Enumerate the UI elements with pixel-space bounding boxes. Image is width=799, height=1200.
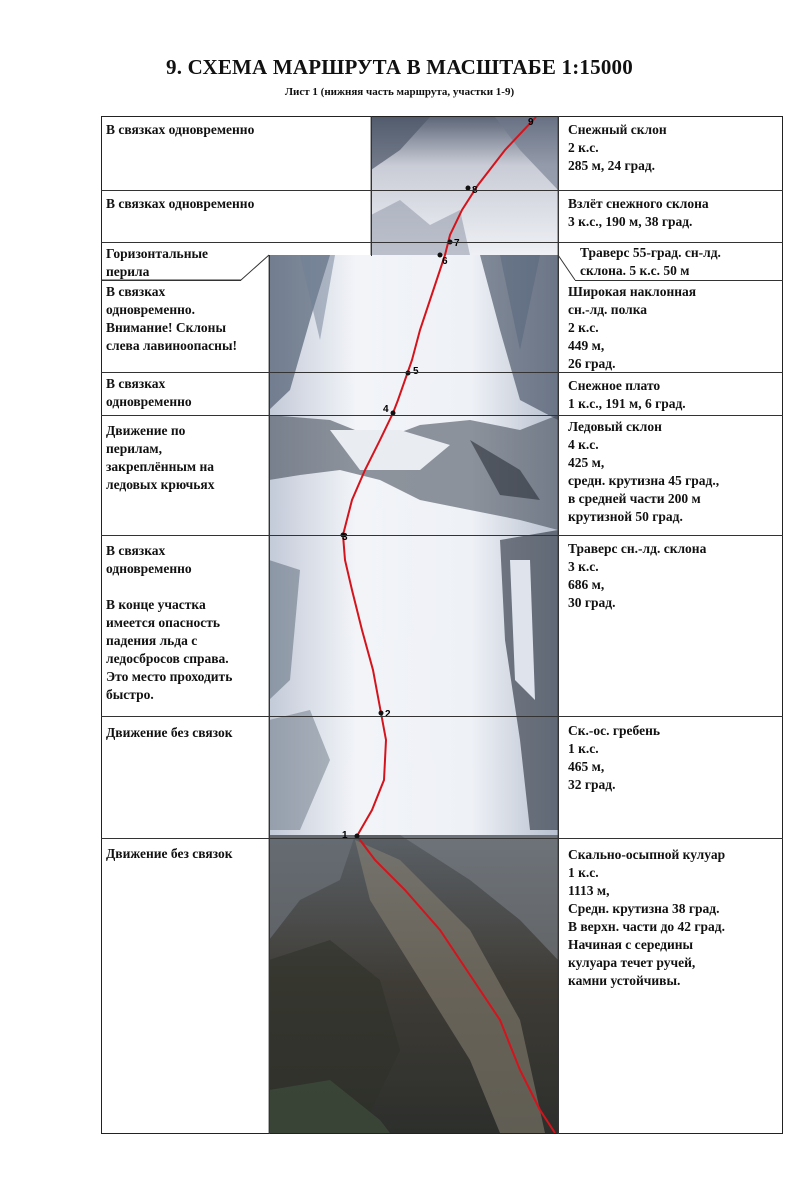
- left-note-3: Горизонтальные перила: [106, 246, 209, 279]
- left-note-8: В конце участка имеется опасность падения льда с ледосбросов справа. Это место проходить быстро.: [106, 597, 233, 702]
- left-note-4: В связках одновременно. Внимание! Склоны слева лавиноопасны!: [106, 284, 237, 353]
- left-note-7: В связках одновременно: [106, 543, 192, 576]
- waypoint-label-6: 6: [442, 256, 448, 267]
- right-note-2: Ск.-ос. гребень 1 к.с. 465 м, 32 град.: [568, 723, 661, 792]
- waypoint-label-2: 2: [385, 709, 391, 720]
- right-note-6: Широкая наклонная сн.-лд. полка 2 к.с. 449 м, 26 град.: [568, 284, 697, 371]
- left-note-9: Движение без связок: [106, 725, 233, 740]
- page-subtitle: Лист 1 (нижняя часть маршрута, участки 1-9): [284, 86, 515, 98]
- waypoint-label-3: 3: [342, 532, 348, 543]
- waypoint-label-4: 4: [383, 404, 389, 415]
- waypoint-label-5: 5: [413, 366, 419, 377]
- left-note-6: Движение по перилам, закреплённым на ледовых крючьях: [106, 423, 215, 492]
- right-note-1: Скально-осыпной кулуар 1 к.с. 1113 м, Средн. крутизна 38 град. В верхн. части до 42 град. Начиная с середины кулуара течет ручей, камни устойчивы.: [568, 847, 726, 988]
- right-note-7: Траверс 55-град. сн-лд. склона. 5 к.с. 50 м: [580, 245, 721, 278]
- right-note-4: Ледовый склон 4 к.с. 425 м, средн. крутизна 45 град., в средней части 200 м крутизной 50 град.: [568, 419, 720, 524]
- right-note-5: Снежное плато 1 к.с., 191 м, 6 град.: [568, 378, 686, 411]
- left-note-10: Движение без связок: [106, 846, 233, 861]
- waypoint-label-8: 8: [472, 185, 478, 196]
- page-title: 9. СХЕМА МАРШРУТА В МАСШТАБЕ 1:15000: [166, 55, 633, 79]
- right-note-8: Взлёт снежного склона 3 к.с., 190 м, 38 град.: [568, 196, 709, 229]
- left-note-2: В связках одновременно: [106, 196, 255, 211]
- right-note-9: Снежный склон 2 к.с. 285 м, 24 град.: [568, 122, 667, 173]
- left-note-1: В связках одновременно: [106, 122, 255, 137]
- waypoint-label-1: 1: [342, 830, 348, 841]
- right-note-3: Траверс сн.-лд. склона 3 к.с. 686 м, 30 град.: [568, 541, 707, 610]
- left-note-5: В связках одновременно: [106, 376, 192, 409]
- waypoint-label-9: 9: [528, 117, 534, 128]
- waypoint-label-7: 7: [454, 238, 460, 249]
